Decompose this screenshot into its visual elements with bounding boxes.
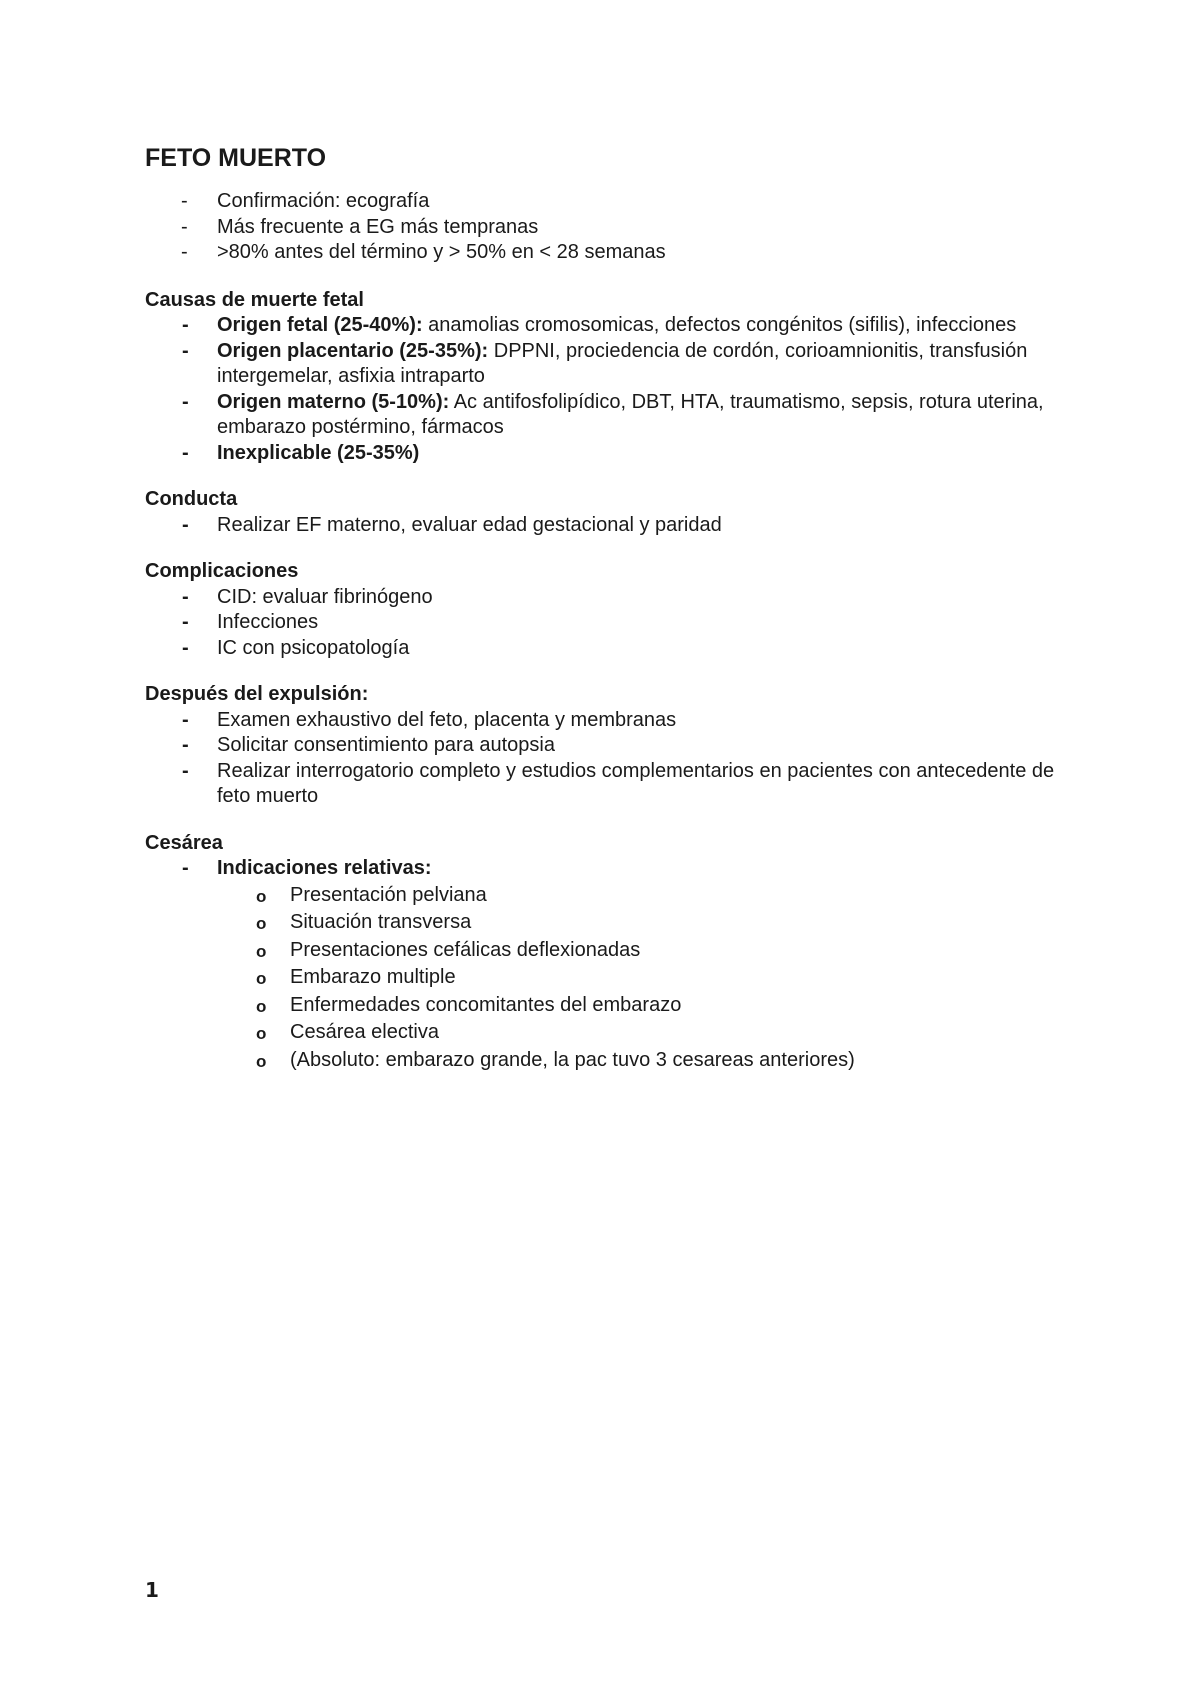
list-item: - Origen fetal (25-40%): anamolias cromosomicas, defectos congénitos (sifilis), infecciones [182, 314, 1017, 336]
list-item: - Infecciones [182, 611, 319, 633]
section-despues [145, 682, 1065, 810]
section-cesarea [145, 831, 1065, 1075]
list-item: - Realizar EF materno, evaluar edad gestacional y paridad [182, 513, 722, 536]
sub-list-item: o (Absoluto: embarazo grande, la pac tuvo 3 cesareas anteriores) [145, 1047, 1065, 1075]
bullet-o-icon: o [256, 914, 267, 933]
document-page [145, 143, 1065, 1095]
indicaciones-list [217, 882, 1065, 1075]
section-heading: Causas de muerte fetal [145, 288, 364, 311]
section-complicaciones [145, 559, 1065, 661]
list-item: - IC con psicopatología [182, 636, 410, 659]
sub-list-item: o Cesárea electiva [145, 1019, 1065, 1047]
bullet-o-icon: o [256, 886, 267, 906]
section-heading: Después del expulsión: [145, 683, 369, 705]
bullet-o-icon: o [256, 941, 267, 961]
complicaciones-list [145, 585, 1065, 662]
bullet-o-icon: o [256, 1024, 267, 1043]
list-item: - Solicitar consentimiento para autopsia [182, 734, 555, 756]
list-item: - Indicaciones relativas: o Presentación pelviana o Situación transversa o Presentaciones cefálicas deflexionadas o Embarazo multiple o Enfermedades concomitantes del embarazo o Cesárea electiva o (Absoluto: embarazo grande, la pac tuvo 3 cesareas anteriores) [145, 856, 1065, 1074]
document-title: FETO MUERTO [145, 144, 327, 172]
sub-list-item: o Embarazo multiple [145, 964, 1065, 992]
causas-list [145, 313, 1065, 466]
sub-list-item: o Presentaciones cefálicas deflexionadas [145, 937, 1065, 965]
cesarea-list [145, 856, 1065, 1074]
section-conducta [145, 487, 1065, 538]
conducta-list [145, 513, 1065, 539]
intro-list [145, 189, 1065, 266]
page-number: 1 [145, 1578, 159, 1602]
list-item: - Realizar interrogatorio completo y estudios complementarios en pacientes con antecedente de feto muerto [182, 759, 1055, 807]
list-item: - Origen materno (5-10%): Ac antifosfolipídico, DBT, HTA, traumatismo, sepsis, rotura uterina, embarazo postérmino, fármacos [182, 390, 1044, 438]
sub-list-item: o Presentación pelviana [145, 882, 1065, 910]
list-item: - Examen exhaustivo del feto, placenta y membranas [182, 708, 677, 731]
list-item: - >80% antes del término y > 50% en < 28 semanas [181, 241, 666, 263]
despues-list [145, 708, 1065, 810]
list-item: - Origen placentario (25-35%): DPPNI, prociedencia de cordón, corioamnionitis, transfusión intergemelar, asfixia intraparto [182, 339, 1028, 387]
bullet-o-icon: o [256, 996, 267, 1016]
section-heading: Cesárea [145, 831, 223, 854]
section-heading: Complicaciones [145, 560, 299, 582]
bullet-o-icon: o [256, 969, 267, 988]
section-causas [145, 288, 1065, 467]
section-heading: Conducta [145, 488, 238, 510]
list-item: - CID: evaluar fibrinógeno [182, 585, 433, 608]
bullet-o-icon: o [256, 1051, 267, 1071]
list-item: - Confirmación: ecografía [181, 190, 430, 212]
sub-list-item: o Enfermedades concomitantes del embarazo [145, 992, 1065, 1020]
sub-list-item: o Situación transversa [145, 909, 1065, 937]
list-item: - Más frecuente a EG más tempranas [181, 215, 539, 238]
list-item: - Inexplicable (25-35%) [182, 441, 420, 464]
